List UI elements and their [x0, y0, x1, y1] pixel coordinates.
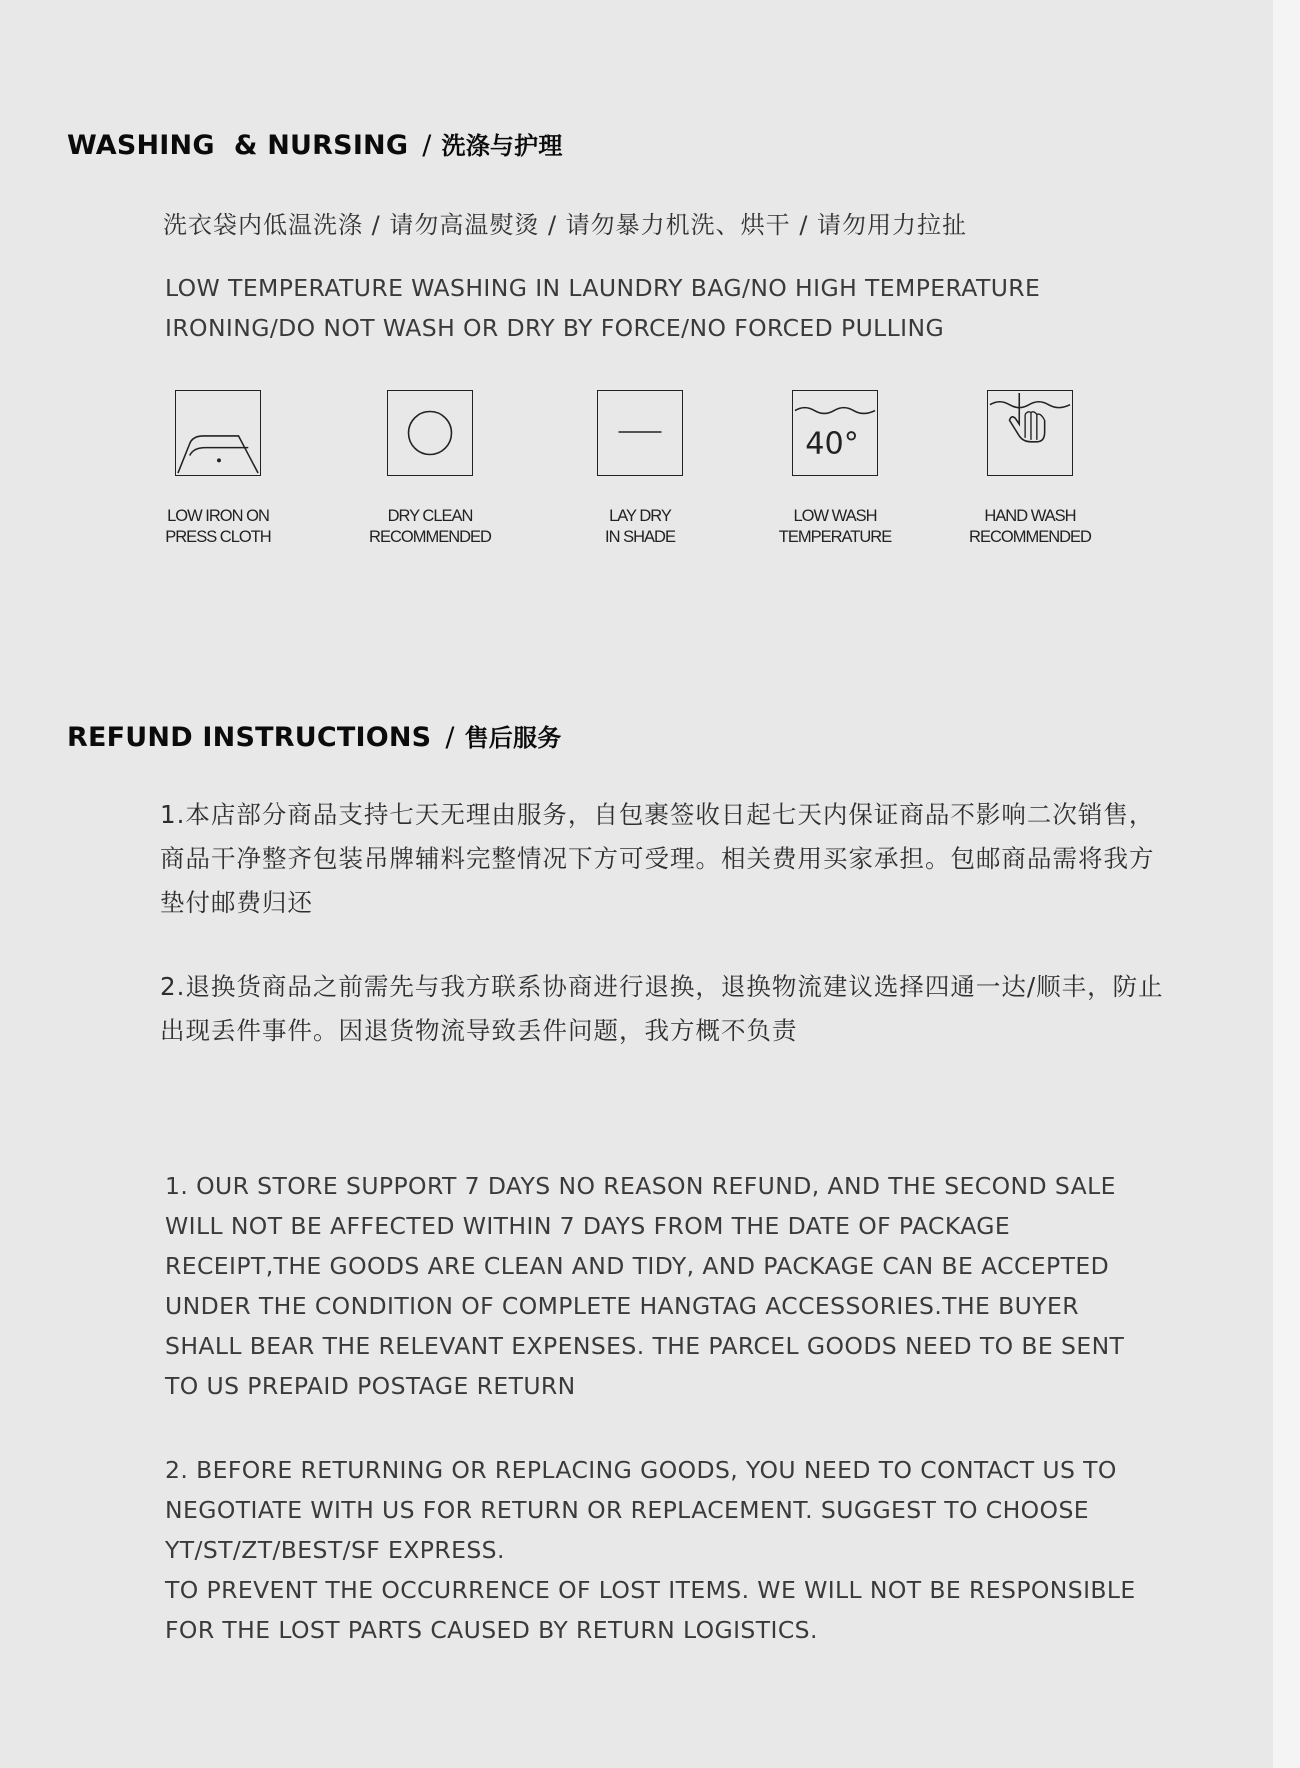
hand-wash-label-line2: RECOMMENDED [969, 528, 1091, 546]
refund-en-paragraph-1: 1. OUR STORE SUPPORT 7 DAYS NO REASON REFUND, AND THE SECOND SALE WILL NOT BE AFFECTED WITHIN 7 DAYS FROM THE DATE OF PACKAGE RECEIPT,THE GOODS ARE CLEAN AND TIDY, AND PACKAGE CAN BE ACCEPTED UNDER THE CONDITION OF COMPLETE HANGTAG ACCESSORIES.THE BUYER SHALL BEAR THE RELEVANT EXPENSES. THE PARCEL GOODS NEED TO BE SENT TO US PREPAID POSTAGE RETURN [165, 1172, 1125, 1400]
washing-title-cn: 洗涤与护理 [441, 132, 563, 160]
washing-cn-text: 洗衣袋内低温洗涤 / 请勿高温熨烫 / 请勿暴力机洗、烘干 / 请勿用力拉扯 [163, 211, 968, 239]
low-wash-label-line2: TEMPERATURE [778, 528, 892, 546]
low-wash-label-line1: LOW WASH [793, 507, 877, 525]
washing-en-text: LOW TEMPERATURE WASHING IN LAUNDRY BAG/NO HIGH TEMPERATURE IRONING/DO NOT WASH OR DRY BY FORCE/NO FORCED PULLING [165, 274, 1041, 342]
care-item-lay-dry [560, 390, 720, 548]
iron-label-line2: PRESS CLOTH [165, 528, 271, 546]
refund-title-en: REFUND INSTRUCTIONS [67, 722, 432, 753]
refund-cn-paragraph-2: 2.退换货商品之前需先与我方联系协商进行退换，退换物流建议选择四通一达/顺丰，防止出现丢件事件。因退货物流导致丢件问题，我方概不负责 [160, 972, 1164, 1045]
wash-40-icon [792, 390, 878, 476]
care-item-low-wash [755, 390, 915, 548]
page-edge [1273, 0, 1300, 1768]
lay-dry-label-line2: IN SHADE [605, 528, 675, 546]
iron-label-line1: LOW IRON ON [167, 507, 269, 525]
refund-en-paragraph-2a: 2. BEFORE RETURNING OR REPLACING GOODS, YOU NEED TO CONTACT US TO NEGOTIATE WITH US FOR RETURN OR REPLACEMENT. SUGGEST TO CHOOSE YT/ST/ZT/BEST/SF EXPRESS. [165, 1456, 1117, 1564]
dry-clean-icon [387, 390, 473, 476]
low-wash-label [755, 506, 915, 548]
hand-wash-icon [987, 390, 1073, 476]
refund-title-cn: 售后服务 [464, 724, 562, 752]
dry-clean-label-line2: RECOMMENDED [369, 528, 491, 546]
care-item-dry-clean [350, 390, 510, 548]
lay-dry-icon [597, 390, 683, 476]
refund-cn-paragraph-1: 1.本店部分商品支持七天无理由服务，自包裹签收日起七天内保证商品不影响二次销售，商品干净整齐包装吊牌辅料完整情况下方可受理。相关费用买家承担。包邮商品需将我方垫付邮费归还 [160, 800, 1155, 917]
washing-title-en: WASHING & NURSING [67, 130, 409, 161]
care-item-iron [138, 390, 298, 548]
refund-section-title [67, 718, 561, 753]
iron-icon [175, 390, 261, 476]
washing-title-separator: / [422, 130, 432, 161]
hand-wash-label [950, 506, 1110, 548]
dry-clean-label-line1: DRY CLEAN [387, 507, 473, 525]
iron-label [138, 506, 298, 548]
care-icons-row [0, 390, 1300, 550]
wash-temp-label: 40° [805, 426, 859, 462]
refund-en-paragraph-2b: TO PREVENT THE OCCURRENCE OF LOST ITEMS. WE WILL NOT BE RESPONSIBLE FOR THE LOST PARTS CAUSED BY RETURN LOGISTICS. [165, 1576, 1136, 1644]
lay-dry-label [560, 506, 720, 548]
refund-en-paragraph-2 [165, 1450, 1140, 1650]
refund-title-separator: / [445, 722, 455, 753]
hand-wash-label-line1: HAND WASH [984, 507, 1076, 525]
lay-dry-label-line1: LAY DRY [609, 507, 671, 525]
dry-clean-label [350, 506, 510, 548]
care-item-hand-wash [950, 390, 1110, 548]
washing-section-title [67, 126, 563, 161]
